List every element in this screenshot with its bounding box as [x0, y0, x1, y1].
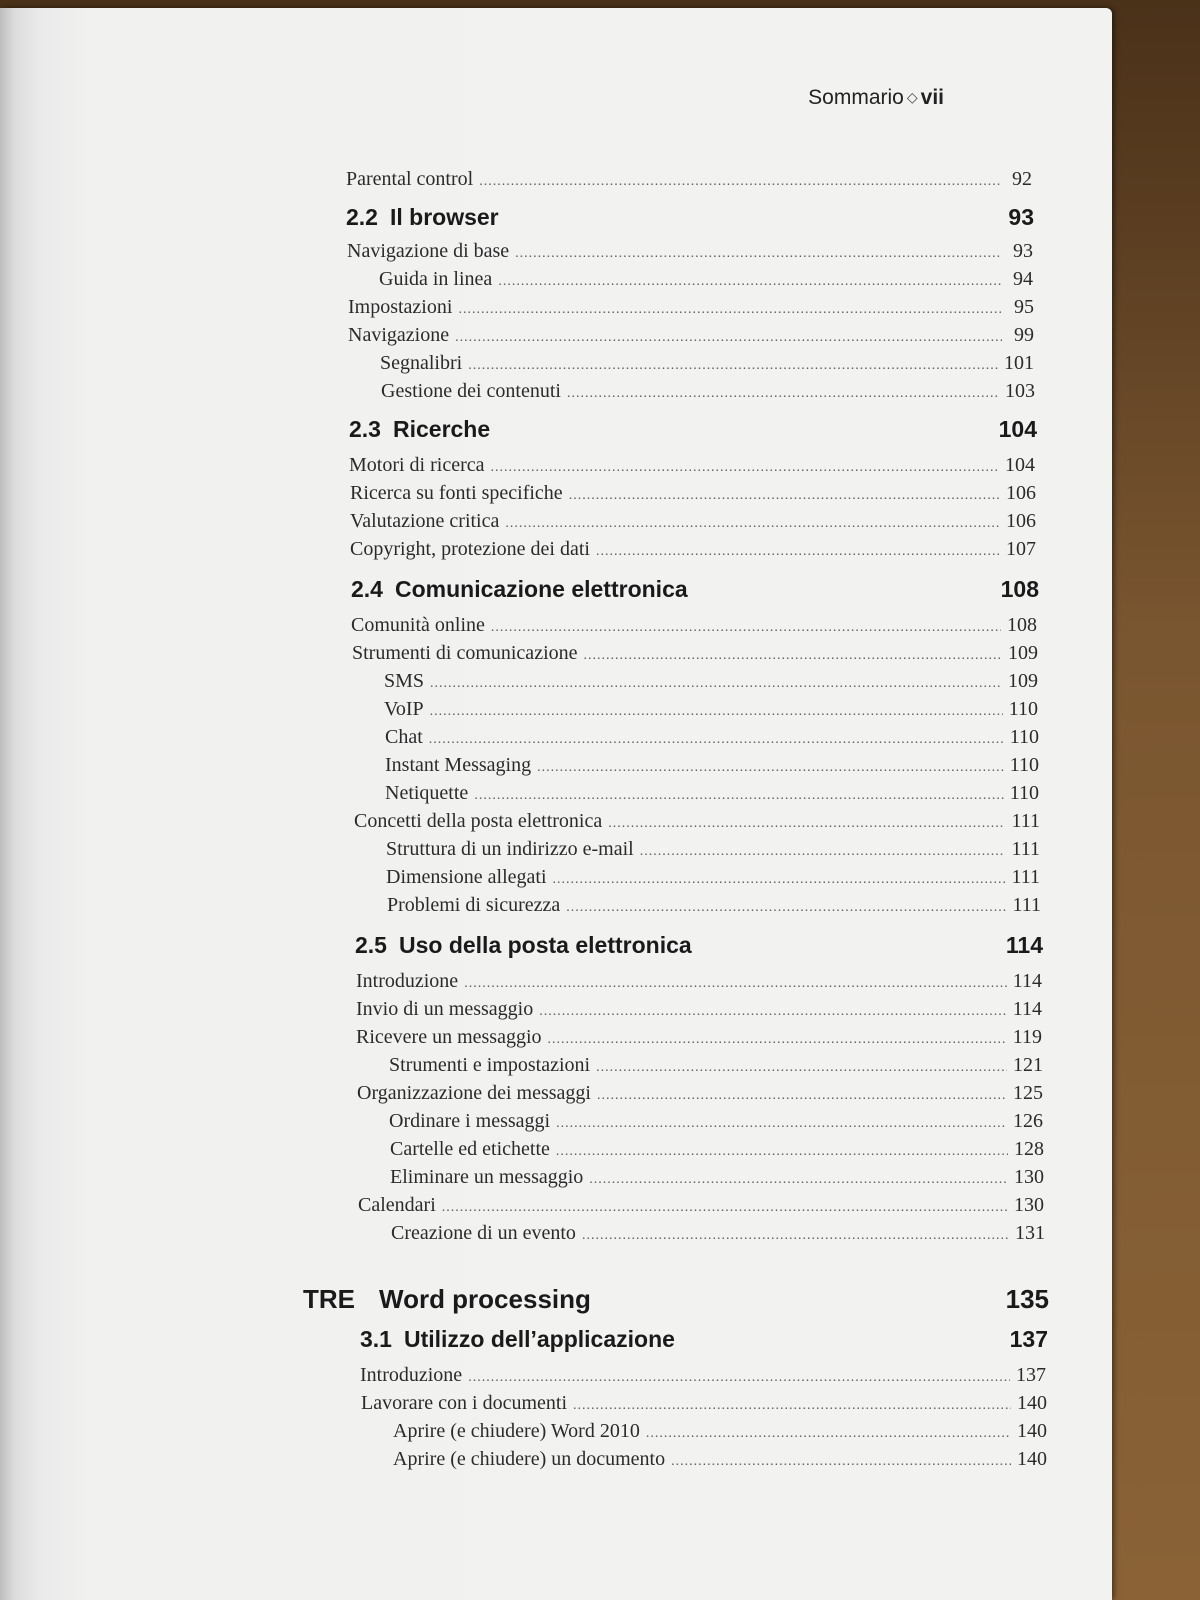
- section-number: 2.3: [349, 416, 381, 442]
- toc-entry: [349, 454, 1035, 477]
- toc-entry: [387, 894, 1041, 917]
- toc-entry-title: Lavorare con i documenti: [361, 1392, 568, 1414]
- dot-leader: [582, 1228, 1009, 1244]
- toc-entry-page: 114: [1012, 970, 1042, 992]
- dot-leader: [569, 488, 1000, 504]
- dot-leader: [671, 1454, 1011, 1470]
- toc-entry-title: Dimensione allegati: [386, 866, 547, 888]
- toc-entry: [393, 1420, 1047, 1443]
- toc-entry: [361, 1392, 1047, 1415]
- toc-entry-page: 94: [1013, 268, 1033, 290]
- toc-section-heading: [349, 416, 1037, 443]
- toc-entry-page: 99: [1014, 324, 1034, 346]
- toc-section-heading: [355, 932, 1043, 959]
- toc-entry: [356, 1026, 1042, 1049]
- toc-entry: [381, 380, 1035, 403]
- toc-entry-title: VoIP: [384, 698, 424, 720]
- toc-entry-page: 106: [1006, 482, 1036, 504]
- section-number: 2.2: [346, 204, 378, 230]
- toc-entry-title: Gestione dei contenuti: [381, 380, 561, 402]
- toc-entry-page: 110: [1009, 726, 1039, 748]
- toc-entry-page: 126: [1013, 1110, 1043, 1132]
- toc-entry-title: Creazione di un evento: [391, 1222, 576, 1244]
- toc-section-heading: [360, 1326, 1048, 1353]
- toc-entry: [356, 970, 1042, 993]
- section-title: Uso della posta elettronica: [398, 932, 692, 958]
- dot-leader: [553, 872, 1006, 888]
- toc-entry: [389, 1054, 1043, 1077]
- toc-entry-page: 111: [1012, 894, 1041, 916]
- toc-entry: [384, 670, 1038, 693]
- toc-entry-title: Impostazioni: [348, 296, 453, 318]
- toc-entry-title: Navigazione di base: [347, 240, 510, 262]
- toc-entry-title: Navigazione: [348, 324, 450, 346]
- section-number: 2.4: [351, 576, 383, 602]
- toc-section-heading: [351, 576, 1039, 603]
- dot-leader: [515, 246, 1001, 262]
- toc-entry: [385, 754, 1039, 777]
- toc-entry-title: Ricevere un messaggio: [356, 1026, 542, 1048]
- toc-entry-title: Instant Messaging: [385, 754, 532, 776]
- dot-leader: [548, 1032, 1007, 1048]
- toc-entry-page: 121: [1013, 1054, 1043, 1076]
- dot-leader: [556, 1144, 1008, 1160]
- toc-entry-title: Aprire (e chiudere) Word 2010: [393, 1420, 640, 1442]
- toc-entry-page: 109: [1008, 670, 1038, 692]
- toc-entry-title: Calendari: [358, 1194, 436, 1216]
- dot-leader: [556, 1116, 1007, 1132]
- dot-leader: [429, 732, 1004, 748]
- toc-entry-title: Introduzione: [356, 970, 459, 992]
- toc-entry: [357, 1082, 1043, 1105]
- toc-part-heading: [303, 1284, 1049, 1315]
- dot-leader: [468, 358, 998, 374]
- toc-entry-title: Introduzione: [360, 1364, 463, 1386]
- dot-leader: [567, 386, 999, 402]
- toc-entry: [360, 1364, 1046, 1387]
- dot-leader: [479, 174, 1000, 190]
- toc-entry: [386, 866, 1040, 889]
- toc-entry: [384, 698, 1038, 721]
- toc-entry-page: 108: [1007, 614, 1037, 636]
- diamond-icon: ◇: [906, 89, 918, 105]
- toc-entry-title: Segnalibri: [380, 352, 463, 374]
- dot-leader: [458, 302, 1002, 318]
- toc-entry-title: Ricerca su fonti specifiche: [350, 482, 563, 504]
- toc-entry-page: 92: [1012, 168, 1032, 190]
- section-number: 3.1: [360, 1326, 392, 1352]
- toc-entry: [380, 352, 1034, 375]
- toc-entry-page: 107: [1006, 538, 1036, 560]
- toc-entry-title: Concetti della posta elettronica: [354, 810, 603, 832]
- toc-entry: [390, 1166, 1044, 1189]
- table-of-contents: [0, 8, 1112, 1600]
- dot-leader: [455, 330, 1002, 346]
- part-page: 135: [1005, 1284, 1049, 1314]
- dot-leader: [589, 1172, 1008, 1188]
- dot-leader: [464, 976, 1007, 992]
- dot-leader: [474, 788, 1003, 804]
- toc-entry-page: 103: [1005, 380, 1035, 402]
- section-page: 108: [1000, 576, 1039, 602]
- toc-entry-page: 131: [1015, 1222, 1045, 1244]
- toc-entry: [389, 1110, 1043, 1133]
- toc-entry-title: Cartelle ed etichette: [390, 1138, 550, 1160]
- running-head-label: Sommario: [808, 86, 904, 109]
- toc-entry-page: 119: [1012, 1026, 1042, 1048]
- dot-leader: [539, 1004, 1007, 1020]
- toc-entry-page: 93: [1013, 240, 1033, 262]
- toc-entry-title: Netiquette: [385, 782, 469, 804]
- toc-entry-page: 111: [1011, 866, 1040, 888]
- section-page: 114: [1005, 932, 1043, 958]
- dot-leader: [430, 704, 1003, 720]
- dot-leader: [596, 544, 1000, 560]
- toc-entry: [358, 1194, 1044, 1217]
- toc-entry: [390, 1138, 1044, 1161]
- toc-entry-page: 111: [1011, 810, 1040, 832]
- toc-entry-title: Valutazione critica: [350, 510, 500, 532]
- toc-section-heading: [346, 204, 1034, 231]
- dot-leader: [584, 648, 1003, 664]
- toc-entry: [350, 510, 1036, 533]
- toc-entry-title: Problemi di sicurezza: [387, 894, 561, 916]
- toc-entry: [350, 538, 1036, 561]
- toc-entry-title: Motori di ricerca: [349, 454, 485, 476]
- toc-entry: [351, 614, 1037, 637]
- toc-entry-page: 128: [1014, 1138, 1044, 1160]
- toc-entry-page: 106: [1006, 510, 1036, 532]
- dot-leader: [646, 1426, 1011, 1442]
- dot-leader: [640, 844, 1006, 860]
- toc-entry-page: 140: [1017, 1392, 1047, 1414]
- dot-leader: [608, 816, 1005, 832]
- toc-entry-page: 130: [1014, 1166, 1044, 1188]
- dot-leader: [430, 676, 1002, 692]
- section-page: 104: [998, 416, 1037, 442]
- section-title: Ricerche: [392, 416, 491, 442]
- toc-entry: [346, 168, 1032, 191]
- toc-entry-page: 130: [1014, 1194, 1044, 1216]
- toc-entry: [352, 642, 1038, 665]
- toc-entry-title: Strumenti e impostazioni: [389, 1054, 591, 1076]
- toc-entry-title: Organizzazione dei messaggi: [357, 1082, 591, 1104]
- dot-leader: [566, 900, 1006, 916]
- book-page: [0, 8, 1112, 1600]
- toc-entry: [356, 998, 1042, 1021]
- toc-entry: [386, 838, 1040, 861]
- section-title: Comunicazione elettronica: [394, 576, 688, 602]
- toc-entry-title: Comunità online: [351, 614, 485, 636]
- toc-entry-page: 140: [1017, 1420, 1047, 1442]
- dot-leader: [596, 1060, 1007, 1076]
- toc-entry: [385, 726, 1039, 749]
- toc-entry-page: 110: [1008, 698, 1038, 720]
- toc-entry-title: Parental control: [346, 168, 474, 190]
- toc-entry-page: 101: [1004, 352, 1034, 374]
- toc-entry-page: 111: [1011, 838, 1040, 860]
- toc-entry: [391, 1222, 1045, 1245]
- toc-entry-title: Copyright, protezione dei dati: [350, 538, 590, 560]
- toc-entry-page: 125: [1013, 1082, 1043, 1104]
- toc-entry-title: Ordinare i messaggi: [389, 1110, 551, 1132]
- section-page: 93: [1008, 204, 1034, 230]
- toc-entry-title: Guida in linea: [379, 268, 493, 290]
- section-title: Utilizzo dell’applicazione: [403, 1326, 675, 1352]
- toc-entry: [348, 324, 1034, 347]
- toc-entry-title: Invio di un messaggio: [356, 998, 534, 1020]
- dot-leader: [468, 1370, 1010, 1386]
- toc-entry: [385, 782, 1039, 805]
- section-title: Il browser: [389, 204, 499, 230]
- toc-entry: [350, 482, 1036, 505]
- section-number: 2.5: [355, 932, 387, 958]
- part-number: TRE: [303, 1284, 355, 1314]
- dot-leader: [573, 1398, 1011, 1414]
- dot-leader: [491, 620, 1001, 636]
- toc-entry-page: 110: [1009, 782, 1039, 804]
- dot-leader: [537, 760, 1004, 776]
- toc-entry: [354, 810, 1040, 833]
- dot-leader: [498, 274, 1001, 290]
- dot-leader: [442, 1200, 1008, 1216]
- part-title: Word processing: [379, 1284, 591, 1314]
- toc-entry-page: 114: [1012, 998, 1042, 1020]
- toc-entry-page: 104: [1005, 454, 1035, 476]
- dot-leader: [505, 516, 1000, 532]
- toc-entry-title: Eliminare un messaggio: [390, 1166, 584, 1188]
- toc-entry-title: Chat: [385, 726, 423, 748]
- toc-entry: [347, 240, 1033, 263]
- toc-entry: [348, 296, 1034, 319]
- page-number: vii: [920, 86, 944, 109]
- toc-entry-page: 110: [1009, 754, 1039, 776]
- toc-entry: [379, 268, 1033, 291]
- toc-entry-title: Aprire (e chiudere) un documento: [393, 1448, 666, 1470]
- toc-entry-page: 140: [1017, 1448, 1047, 1470]
- toc-entry-page: 109: [1008, 642, 1038, 664]
- dot-leader: [491, 460, 1000, 476]
- toc-entry-title: Strumenti di comunicazione: [352, 642, 578, 664]
- dot-leader: [597, 1088, 1007, 1104]
- toc-entry-page: 137: [1016, 1364, 1046, 1386]
- toc-entry: [393, 1448, 1047, 1471]
- toc-entry-page: 95: [1014, 296, 1034, 318]
- section-page: 137: [1009, 1326, 1048, 1352]
- toc-entry-title: SMS: [384, 670, 425, 692]
- toc-entry-title: Struttura di un indirizzo e-mail: [386, 838, 634, 860]
